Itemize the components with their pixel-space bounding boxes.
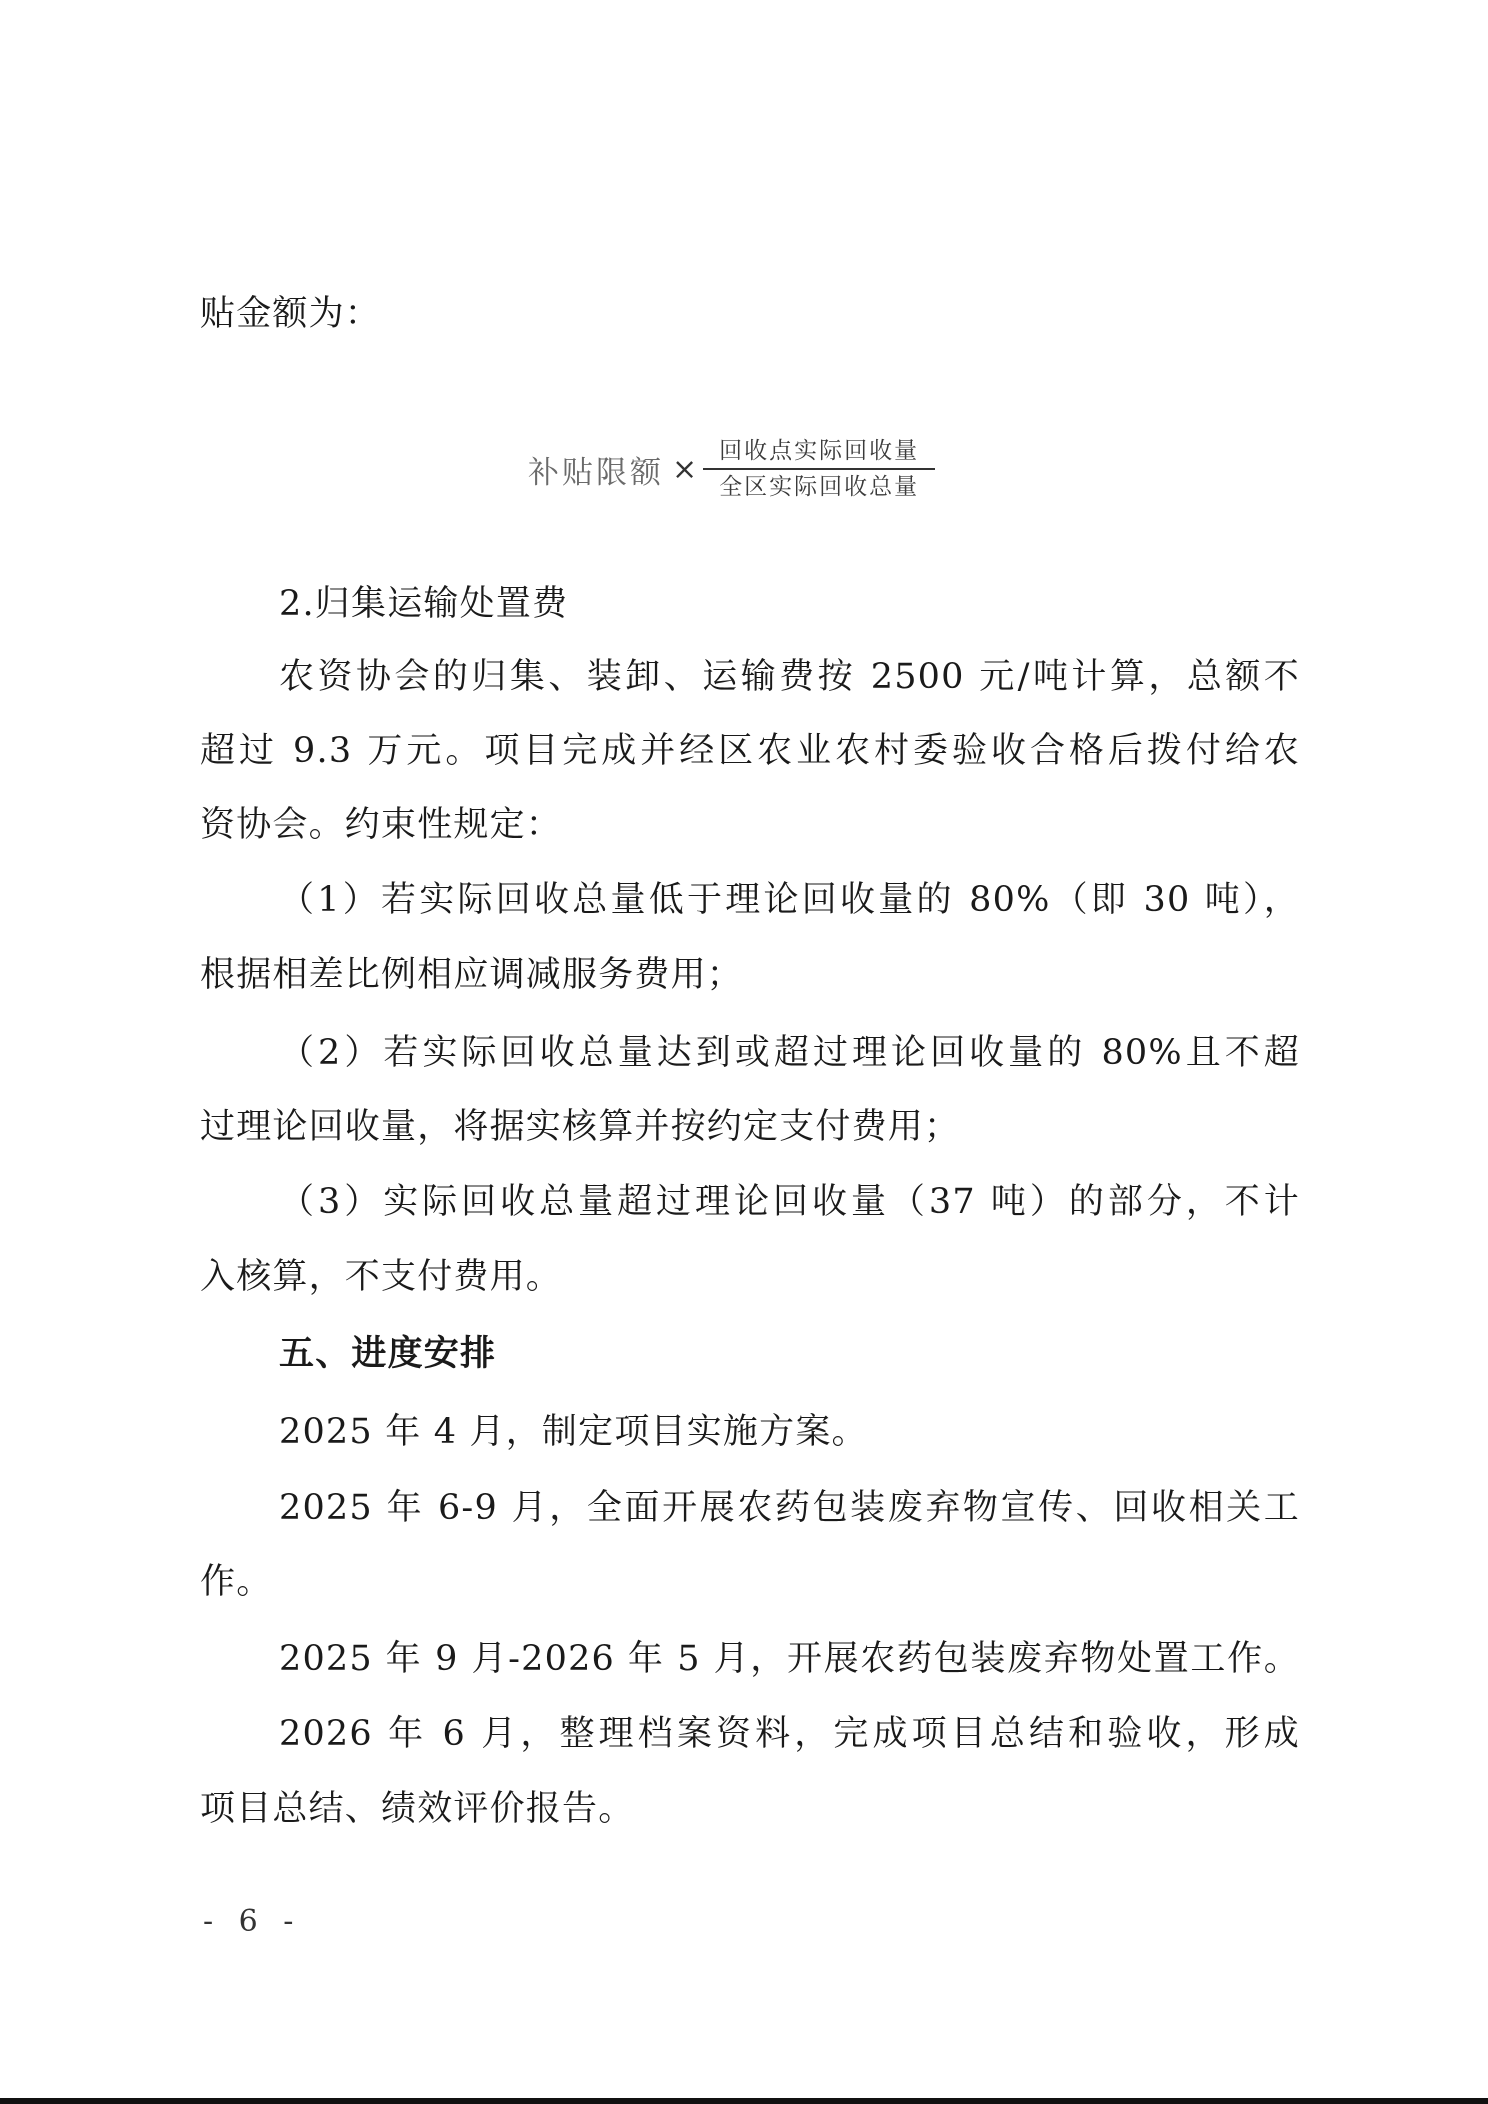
paragraph-line: 根据相差比例相应调减服务费用； (200, 955, 744, 995)
section-heading-schedule: 五、进度安排 (279, 1333, 497, 1374)
paragraph-line: 农资协会的归集、装卸、运输费按 2500 元/吨计算，总额不 (279, 657, 1300, 697)
formula-fraction (703, 436, 935, 502)
formula-denominator: 全区实际回收总量 (719, 474, 920, 500)
schedule-line: 2025 年 9 月-2026 年 5 月，开展农药包装废弃物处置工作。 (279, 1639, 1300, 1679)
formula-operator: × (672, 451, 698, 487)
formula-numerator: 回收点实际回收量 (719, 438, 920, 464)
subsidy-formula (528, 436, 935, 502)
schedule-line: 项目总结、绩效评价报告。 (200, 1789, 635, 1829)
paragraph-line: （1）若实际回收总量低于理论回收量的 80%（即 30 吨）， (279, 880, 1300, 920)
section-heading-transport-fee: 2.归集运输处置费 (279, 584, 569, 624)
scan-edge (0, 2098, 1488, 2104)
page-number: - 6 - (203, 1904, 302, 1939)
paragraph-line: （3）实际回收总量超过理论回收量（37 吨）的部分，不计 (279, 1182, 1300, 1222)
schedule-line: 2025 年 6-9 月，全面开展农药包装废弃物宣传、回收相关工 (279, 1488, 1300, 1528)
paragraph-line: 超过 9.3 万元。项目完成并经区农业农村委验收合格后拨付给农 (200, 731, 1300, 771)
fraction-bar (703, 468, 935, 470)
schedule-line: 2025 年 4 月，制定项目实施方案。 (279, 1412, 868, 1452)
paragraph-line: （2）若实际回收总量达到或超过理论回收量的 80%且不超 (279, 1033, 1300, 1073)
schedule-line: 2026 年 6 月，整理档案资料，完成项目总结和验收，形成 (279, 1714, 1300, 1754)
paragraph-line: 入核算，不支付费用。 (200, 1257, 563, 1297)
formula-label: 补贴限额 (528, 454, 664, 491)
paragraph-line: 资协会。约束性规定： (200, 805, 563, 845)
schedule-line: 作。 (200, 1562, 273, 1602)
paragraph-line: 过理论回收量，将据实核算并按约定支付费用； (200, 1107, 961, 1147)
text-line-subsidy-amount: 贴金额为： (200, 294, 382, 334)
